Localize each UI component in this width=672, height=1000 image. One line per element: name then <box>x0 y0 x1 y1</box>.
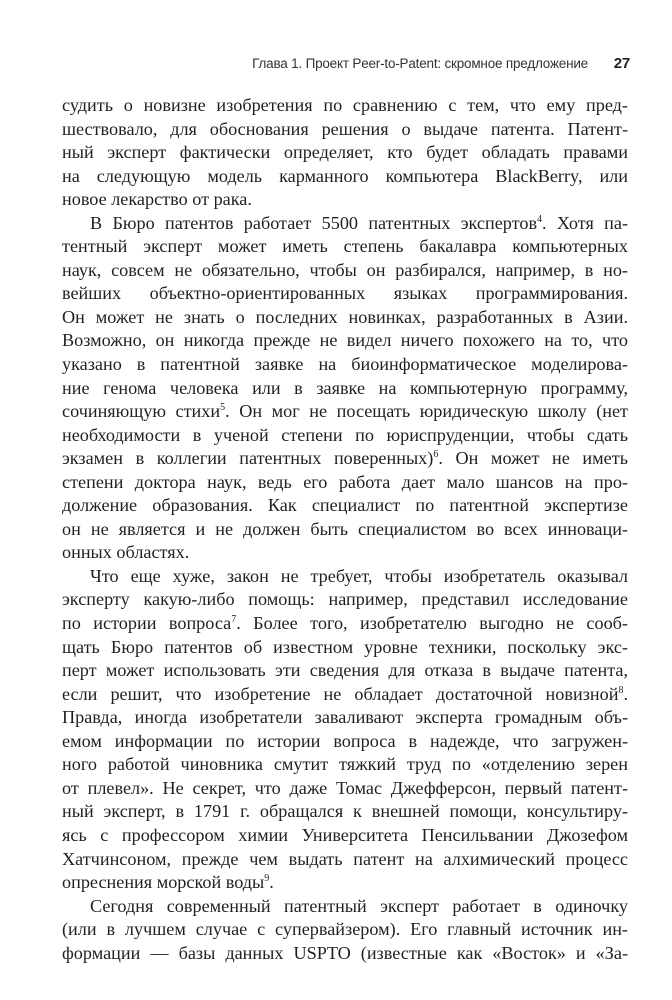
text-line: Возможно, он никогда прежде не видел ничего похожего на то, что <box>62 330 628 351</box>
text-line: степени доктора наук, ведь его работа дает мало шансов на про- <box>62 471 628 492</box>
footnote-marker: 5 <box>220 402 226 414</box>
text-line: щать Бюро патентов об известном уровне техники, поскольку экс- <box>62 636 628 657</box>
text-line: тентный эксперт может иметь степень бакалавра компьютерных <box>62 236 628 257</box>
running-head <box>62 56 630 76</box>
text-line: должение образования. Как специалист по патентной экспертизе <box>62 495 628 516</box>
text-line: вейших объектно-ориентированных языках программирования. <box>62 283 628 304</box>
text-fragment: по истории вопроса <box>62 613 232 634</box>
text-line: формации — базы данных USPTO (известные как «Восток» и «За- <box>62 942 628 963</box>
text-fragment: . Он может не иметь <box>438 448 628 469</box>
text-line: наук, совсем не обязательно, чтобы он разбирался, например, в но- <box>62 259 628 280</box>
chapter-title: Глава 1. Проект Peer-to-Patent: скромное предложение <box>252 56 588 71</box>
text-fragment: . Хотя па- <box>542 212 629 233</box>
text-line: указано в патентной заявке на биоинформатическое моделирова- <box>62 354 628 375</box>
text-fragment: опреснения морской воды <box>62 872 265 893</box>
body-text <box>62 94 628 965</box>
text-line <box>62 212 628 236</box>
text-fragment: . <box>269 872 274 893</box>
text-line: необходимости в ученой степени по юриспруденции, чтобы сдать <box>62 424 628 445</box>
text-line: ный эксперт, в 1791 г. обращался к внешней помощи, консультиру- <box>62 801 628 822</box>
text-line <box>62 400 628 424</box>
text-line: ного работой чиновника смутит тяжкий труд по «отделению зерен <box>62 754 628 775</box>
text-line: Правда, иногда изобретатели заваливают эксперта громадным объ- <box>62 707 628 728</box>
text-fragment: . <box>623 683 628 704</box>
text-line: Сегодня современный патентный эксперт работает в одиночку <box>90 895 628 916</box>
page-number: 27 <box>613 55 630 72</box>
text-line: ный эксперт фактически определяет, кто будет обладать правами <box>62 142 628 163</box>
footnote-marker: 8 <box>618 684 624 696</box>
text-line: ние генома человека или в заявке на компьютерную программу, <box>62 377 628 398</box>
footnote-marker: 6 <box>433 449 439 461</box>
text-line: (или в лучшем случае с супервайзером). Его главный источник ин- <box>62 919 628 940</box>
text-line: новое лекарство от рака. <box>62 189 252 210</box>
text-line: шествовало, для обоснования решения о выдаче патента. Патент- <box>62 118 628 139</box>
text-fragment: сочиняющую стихи <box>62 401 221 422</box>
text-fragment: В Бюро патентов работает 5500 патентных экспертов <box>90 212 538 233</box>
text-fragment: экзамен в коллегии патентных поверенных) <box>62 448 434 469</box>
text-line: эксперту какую-либо помощь: например, представил исследование <box>62 589 628 610</box>
text-fragment: если решит, что изобретение не обладает достаточной новизной <box>62 683 619 704</box>
text-line: онных областях. <box>62 542 190 563</box>
text-line: ясь с профессором химии Университета Пенсильвании Джозефом <box>62 824 628 845</box>
text-line: на следующую модель карманного компьютера BlackBerry, или <box>62 165 628 186</box>
text-line: судить о новизне изобретения по сравнению с тем, что ему пред- <box>62 95 628 115</box>
footnote-marker: 7 <box>231 613 237 625</box>
text-line <box>62 612 628 636</box>
text-line: Он может не знать о последних новинках, разработанных в Азии. <box>62 306 628 327</box>
text-fragment: . Он мог не посещать юридическую школу (нет <box>225 401 629 422</box>
text-line <box>62 871 628 895</box>
text-line: емом информации по истории вопроса в надежде, что загружен- <box>62 730 628 751</box>
footnote-marker: 9 <box>264 872 270 884</box>
text-line <box>62 683 628 707</box>
text-line <box>62 447 628 471</box>
text-line: перт может использовать эти сведения для отказа в выдаче патента, <box>62 660 628 681</box>
text-line: Что еще хуже, закон не требует, чтобы изобретатель оказывал <box>90 565 628 586</box>
text-line: он не является и не должен быть специалистом во всех инноваци- <box>62 518 628 539</box>
text-line: Хатчинсоном, прежде чем выдать патент на алхимический процесс <box>62 848 628 869</box>
text-fragment: . Более того, изобретателю выгодно не сооб- <box>236 613 628 634</box>
footnote-marker: 4 <box>537 213 543 225</box>
text-line: от плевел». Не секрет, что даже Томас Джефферсон, первый патент- <box>62 777 628 798</box>
